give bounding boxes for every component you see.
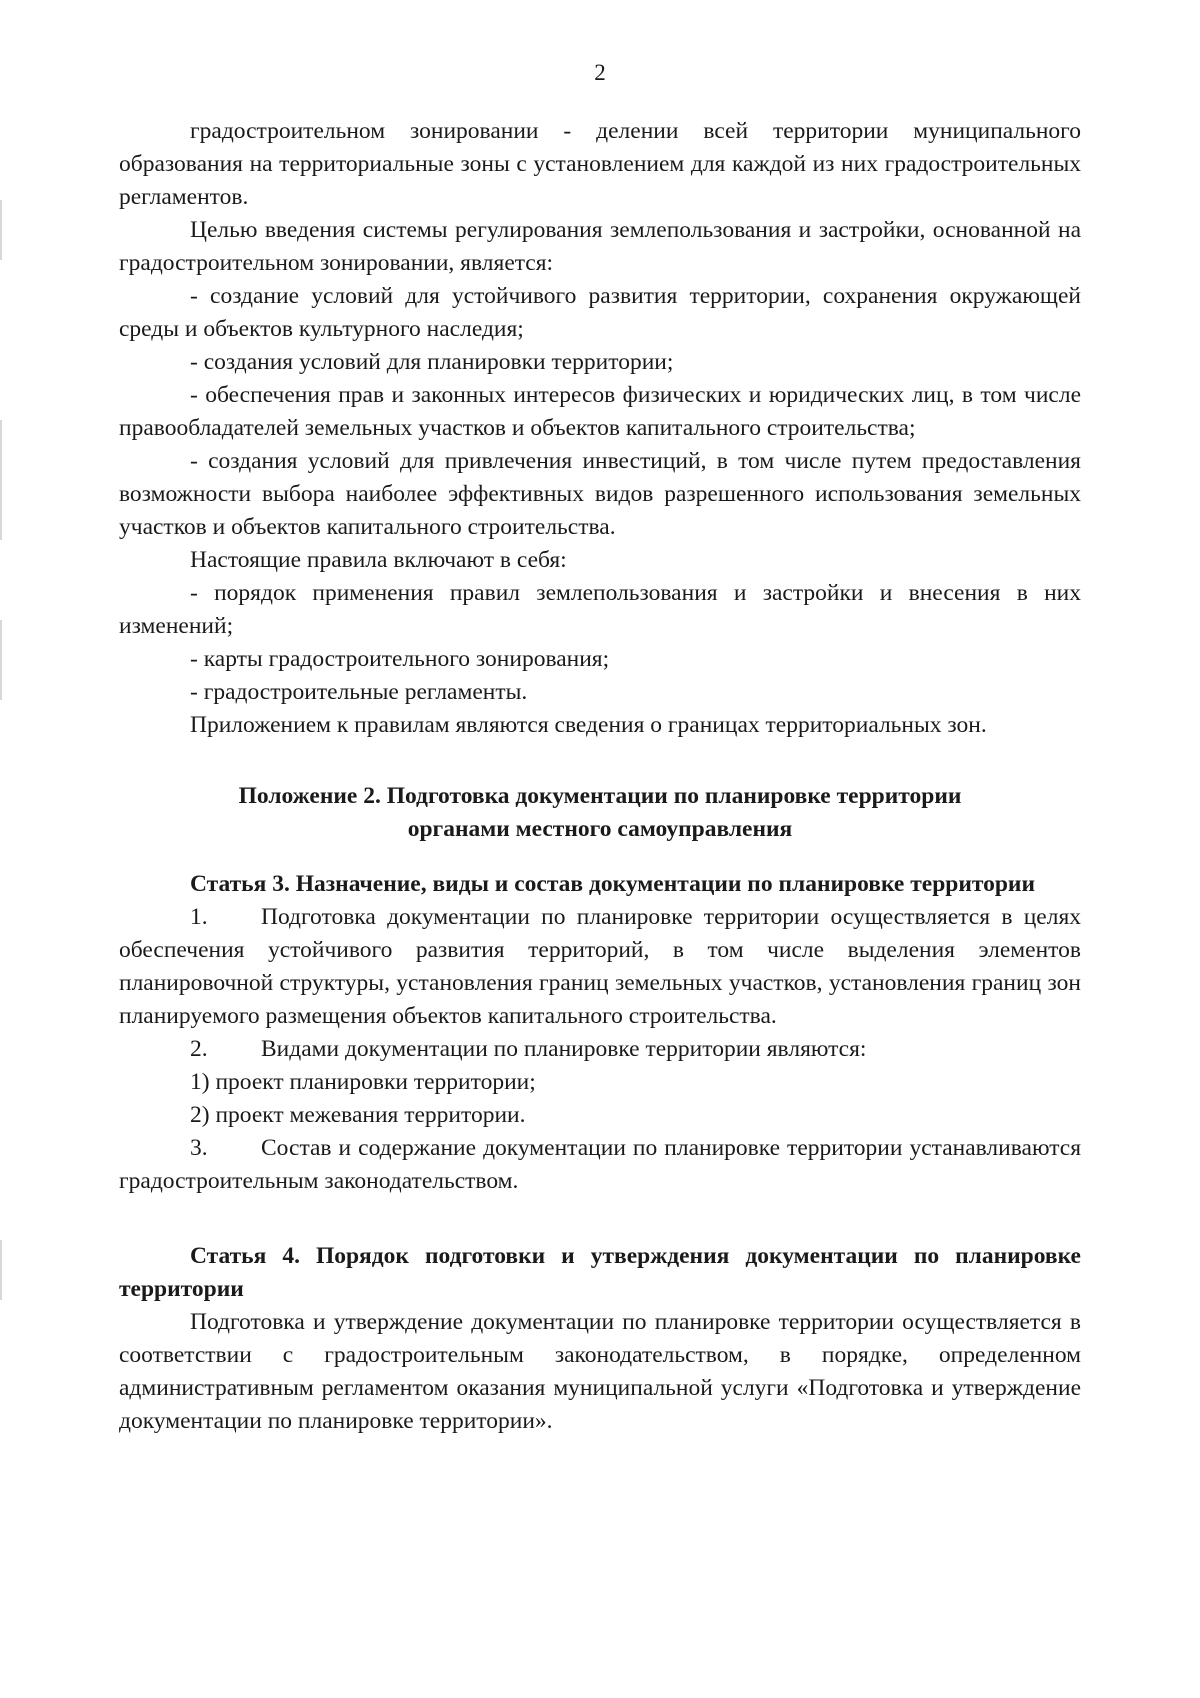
scan-edge-mark [0,420,2,540]
scan-edge-mark [0,1240,2,1300]
chapter-heading-line-1: Положение 2. Подготовка документации по планировке территории [238,783,962,809]
article-3-item-2-number: 2. [190,1036,208,1062]
article-3-item-2 [119,1033,1081,1066]
scan-edge-mark [0,200,2,260]
spacer [119,846,1081,868]
intro-paragraph-11: Приложением к правилам являются сведения о границах территориальных зон. [190,712,987,738]
intro-paragraph-9: - карты градостроительного зонирования; [190,646,610,672]
article-3-item-1 [119,901,1081,1033]
article-3-item-1-number: 1. [190,904,208,930]
article-3-subitem-2: 2) проект межевания территории. [190,1102,526,1128]
article-3-subitem-1: 1) проект планировки территории; [190,1069,536,1095]
article-3-item-2-text: Видами документации по планировке территории являются: [261,1036,867,1062]
article-4-heading: Статья 4. Порядок подготовки и утверждения документации по планировке территории [119,1243,1081,1302]
intro-paragraph-5: - обеспечения прав и законных интересов физических и юридических лиц, в том числе правообладателей земельных участков и объектов капитального строительства; [119,382,1081,441]
document-body [119,115,1081,1438]
article-3-item-3-number: 3. [190,1135,208,1161]
intro-paragraph-7: Настоящие правила включают в себя: [190,547,567,573]
intro-paragraph-8: - порядок применения правил землепользования и застройки и внесения в них изменений; [119,580,1081,639]
intro-paragraph-10: - градостроительные регламенты. [190,679,528,705]
intro-paragraph-3: - создание условий для устойчивого развития территории, сохранения окружающей среды и объектов культурного наследия; [119,283,1081,342]
article-3-item-1-text: Подготовка документации по планировке территории осуществляется в целях обеспечения устойчивого развития территорий, в том числе выделения элементов планировочной структуры, установления границ земельных участков, установления границ зон планируемого размещения объектов капитального строительства. [119,904,1081,1029]
article-4-paragraph: Подготовка и утверждение документации по планировке территории осуществляется в соответствии с градостроительным законодательством, в порядке, определенном административным регламентом оказания муниципальной услуги «Подготовка и утверждение документации по планировке территории». [119,1309,1081,1434]
scan-edge-mark [0,620,2,700]
article-3-item-3 [119,1132,1081,1198]
article-3-item-3-text: Состав и содержание документации по планировке территории устанавливаются градостроительным законодательством. [119,1135,1081,1194]
chapter-heading [119,780,1081,846]
intro-paragraph-6: - создания условий для привлечения инвестиций, в том числе путем предоставления возможности выбора наиболее эффективных видов разрешенного использования земельных участков и объектов капитального строительства. [119,448,1081,540]
page-number: 2 [594,60,606,85]
chapter-heading-line-2: органами местного самоуправления [407,816,793,842]
intro-paragraph-1: градостроительном зонировании - делении всей территории муниципального образования на территориальные зоны с установлением для каждой из них градостроительных регламентов. [119,118,1081,210]
intro-paragraph-4: - создания условий для планировки территории; [190,349,674,375]
intro-paragraph-2: Целью введения системы регулирования землепользования и застройки, основанной на градостроительном зонировании, является: [119,217,1081,276]
article-3-heading: Статья 3. Назначение, виды и состав документации по планировке территории [190,871,1036,897]
spacer [119,1198,1081,1240]
